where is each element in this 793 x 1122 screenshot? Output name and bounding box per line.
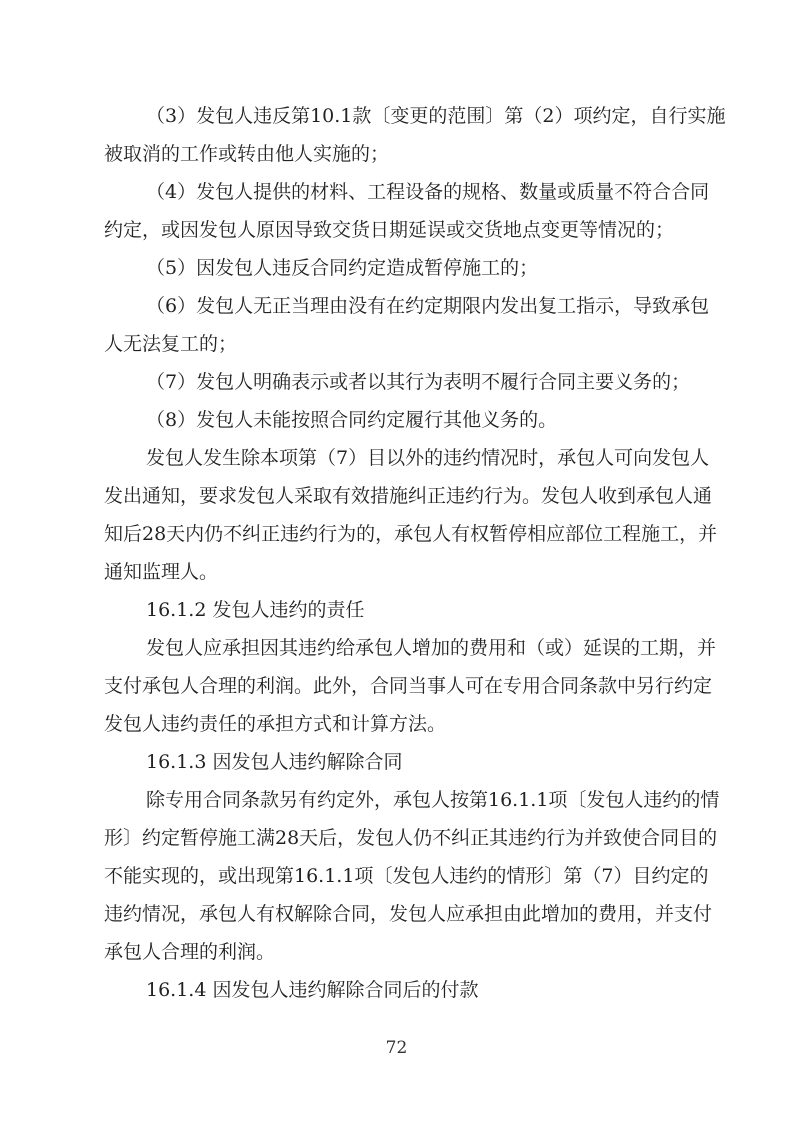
paragraph-notice-line-2: 发出通知，要求发包人采取有效措施纠正违约行为。发包人收到承包人通 xyxy=(104,485,713,507)
paragraph-liability-line-2: 支付承包人合理的利润。此外，合同当事人可在专用合同条款中另行约定 xyxy=(104,675,713,697)
heading-16-1-3: 16.1.3 因发包人违约解除合同 xyxy=(146,751,403,773)
paragraph-liability-line-3: 发包人违约责任的承担方式和计算方法。 xyxy=(104,713,447,735)
paragraph-notice-line-1: 发包人发生除本项第（7）目以外的违约情况时，承包人可向发包人 xyxy=(146,447,710,469)
paragraph-notice-line-4: 通知监理人。 xyxy=(104,561,219,583)
clause-item-5: （5）因发包人违反合同约定造成暂停施工的； xyxy=(146,257,539,279)
heading-16-1-2: 16.1.2 发包人违约的责任 xyxy=(146,599,365,621)
clause-item-6-line-1: （6）发包人无正当理由没有在约定期限内发出复工指示，导致承包 xyxy=(146,295,710,317)
clause-item-7: （7）发包人明确表示或者以其行为表明不履行合同主要义务的； xyxy=(146,371,691,393)
clause-item-3-line-2: 被取消的工作或转由他人实施的； xyxy=(104,143,390,165)
paragraph-termination-line-4: 违约情况，承包人有权解除合同，发包人应承担由此增加的费用，并支付 xyxy=(104,903,713,925)
heading-16-1-4: 16.1.4 因发包人违约解除合同后的付款 xyxy=(146,979,479,1001)
clause-item-4-line-1: （4）发包人提供的材料、工程设备的规格、数量或质量不符合合同 xyxy=(146,181,710,203)
paragraph-termination-line-1: 除专用合同条款另有约定外，承包人按第16.1.1项〔发包人违约的情 xyxy=(146,789,720,811)
paragraph-termination-line-5: 承包人合理的利润。 xyxy=(104,941,276,963)
page-number: 72 xyxy=(385,1038,408,1058)
clause-item-6-line-2: 人无法复工的； xyxy=(104,333,238,355)
paragraph-termination-line-2: 形〕约定暂停施工满28天后，发包人仍不纠正其违约行为并致使合同目的 xyxy=(104,827,718,849)
clause-item-4-line-2: 约定，或因发包人原因导致交货日期延误或交货地点变更等情况的； xyxy=(104,219,675,241)
paragraph-notice-line-3: 知后28天内仍不纠正违约行为的，承包人有权暂停相应部位工程施工，并 xyxy=(104,523,718,545)
paragraph-termination-line-3: 不能实现的，或出现第16.1.1项〔发包人违约的情形〕第（7）目约定的 xyxy=(104,865,709,887)
clause-item-3-line-1: （3）发包人违反第10.1款〔变更的范围〕第（2）项约定，自行实施 xyxy=(146,105,726,127)
paragraph-liability-line-1: 发包人应承担因其违约给承包人增加的费用和（或）延误的工期，并 xyxy=(146,637,717,659)
clause-item-8: （8）发包人未能按照合同约定履行其他义务的。 xyxy=(146,409,558,431)
